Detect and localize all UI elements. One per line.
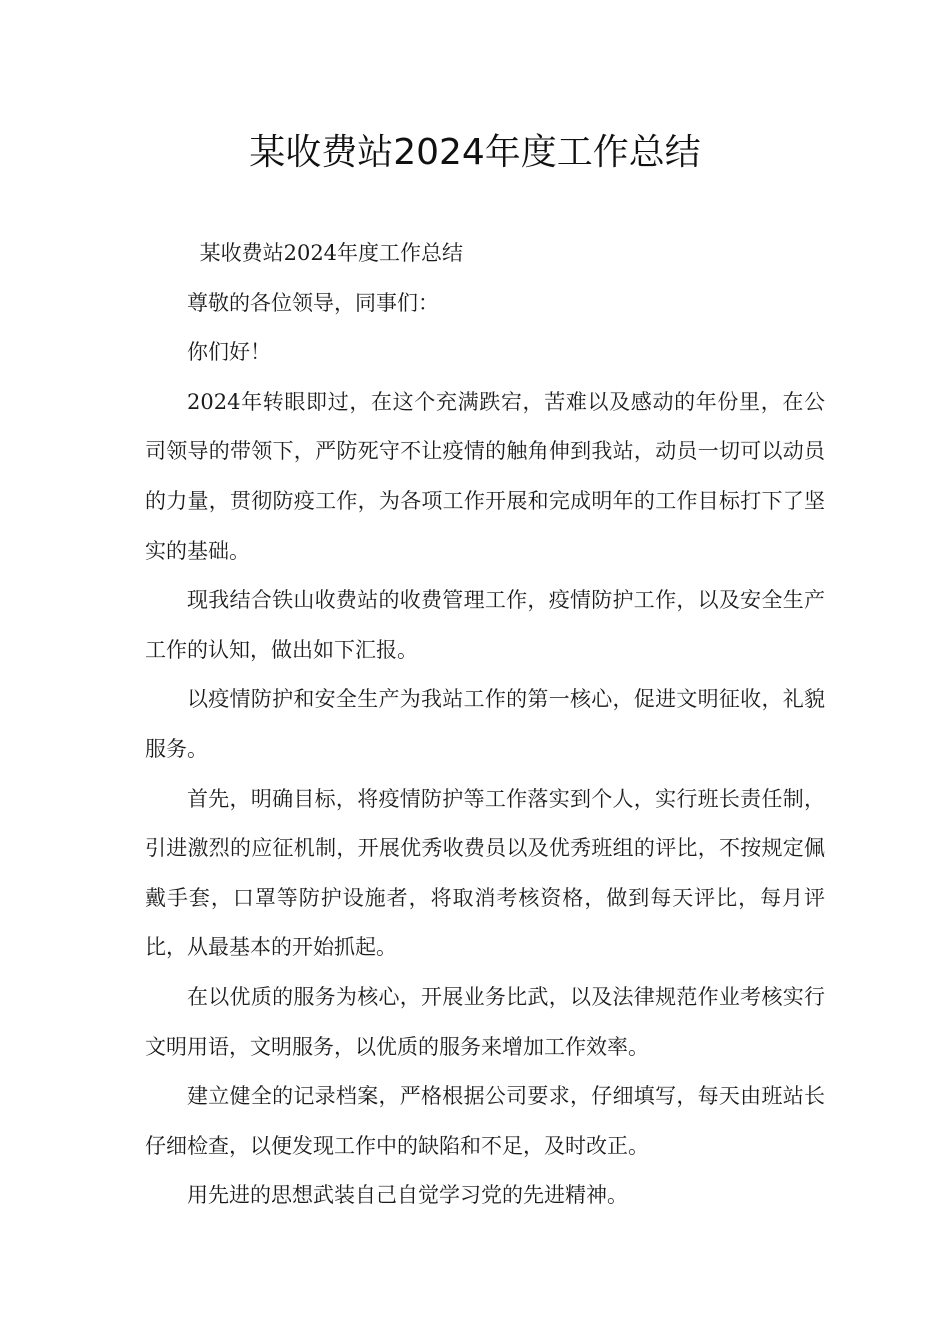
body-paragraph: 现我结合铁山收费站的收费管理工作，疫情防护工作，以及安全生产工作的认知，做出如下汇报。 — [145, 588, 825, 662]
body-paragraph: 在以优质的服务为核心，开展业务比武，以及法律规范作业考核实行文明用语，文明服务，以优质的服务来增加工作效率。 — [145, 984, 825, 1059]
greeting-paragraph: 你们好！ — [187, 340, 271, 365]
document-body — [145, 229, 825, 1221]
salutation-paragraph: 尊敬的各位领导，同事们： — [187, 290, 439, 315]
body-paragraph: 2024年转眼即过，在这个充满跌宕，苦难以及感动的年份里，在公司领导的带领下，严防死守不让疫情的触角伸到我站，动员一切可以动员的力量，贯彻防疫工作，为各项工作开展和完成明年的工作目标打下了坚实的基础。 — [145, 389, 825, 563]
body-paragraph: 用先进的思想武装自己自觉学习党的先进精神。 — [187, 1183, 628, 1208]
document-title: 某收费站2024年度工作总结 — [249, 132, 701, 173]
body-paragraph: 首先，明确目标，将疫情防护等工作落实到个人，实行班长责任制，引进激烈的应征机制，开展优秀收费员以及优秀班组的评比，不按规定佩戴手套，口罩等防护设施者，将取消考核资格，做到每天评比，每月评比，从最基本的开始抓起。 — [145, 786, 825, 960]
body-paragraph: 建立健全的记录档案，严格根据公司要求，仔细填写，每天由班站长仔细检查，以便发现工作中的缺陷和不足，及时改正。 — [145, 1084, 825, 1158]
body-paragraph: 以疫情防护和安全生产为我站工作的第一核心，促进文明征收，礼貌服务。 — [145, 687, 825, 761]
subtitle-paragraph: 某收费站2024年度工作总结 — [199, 241, 464, 265]
